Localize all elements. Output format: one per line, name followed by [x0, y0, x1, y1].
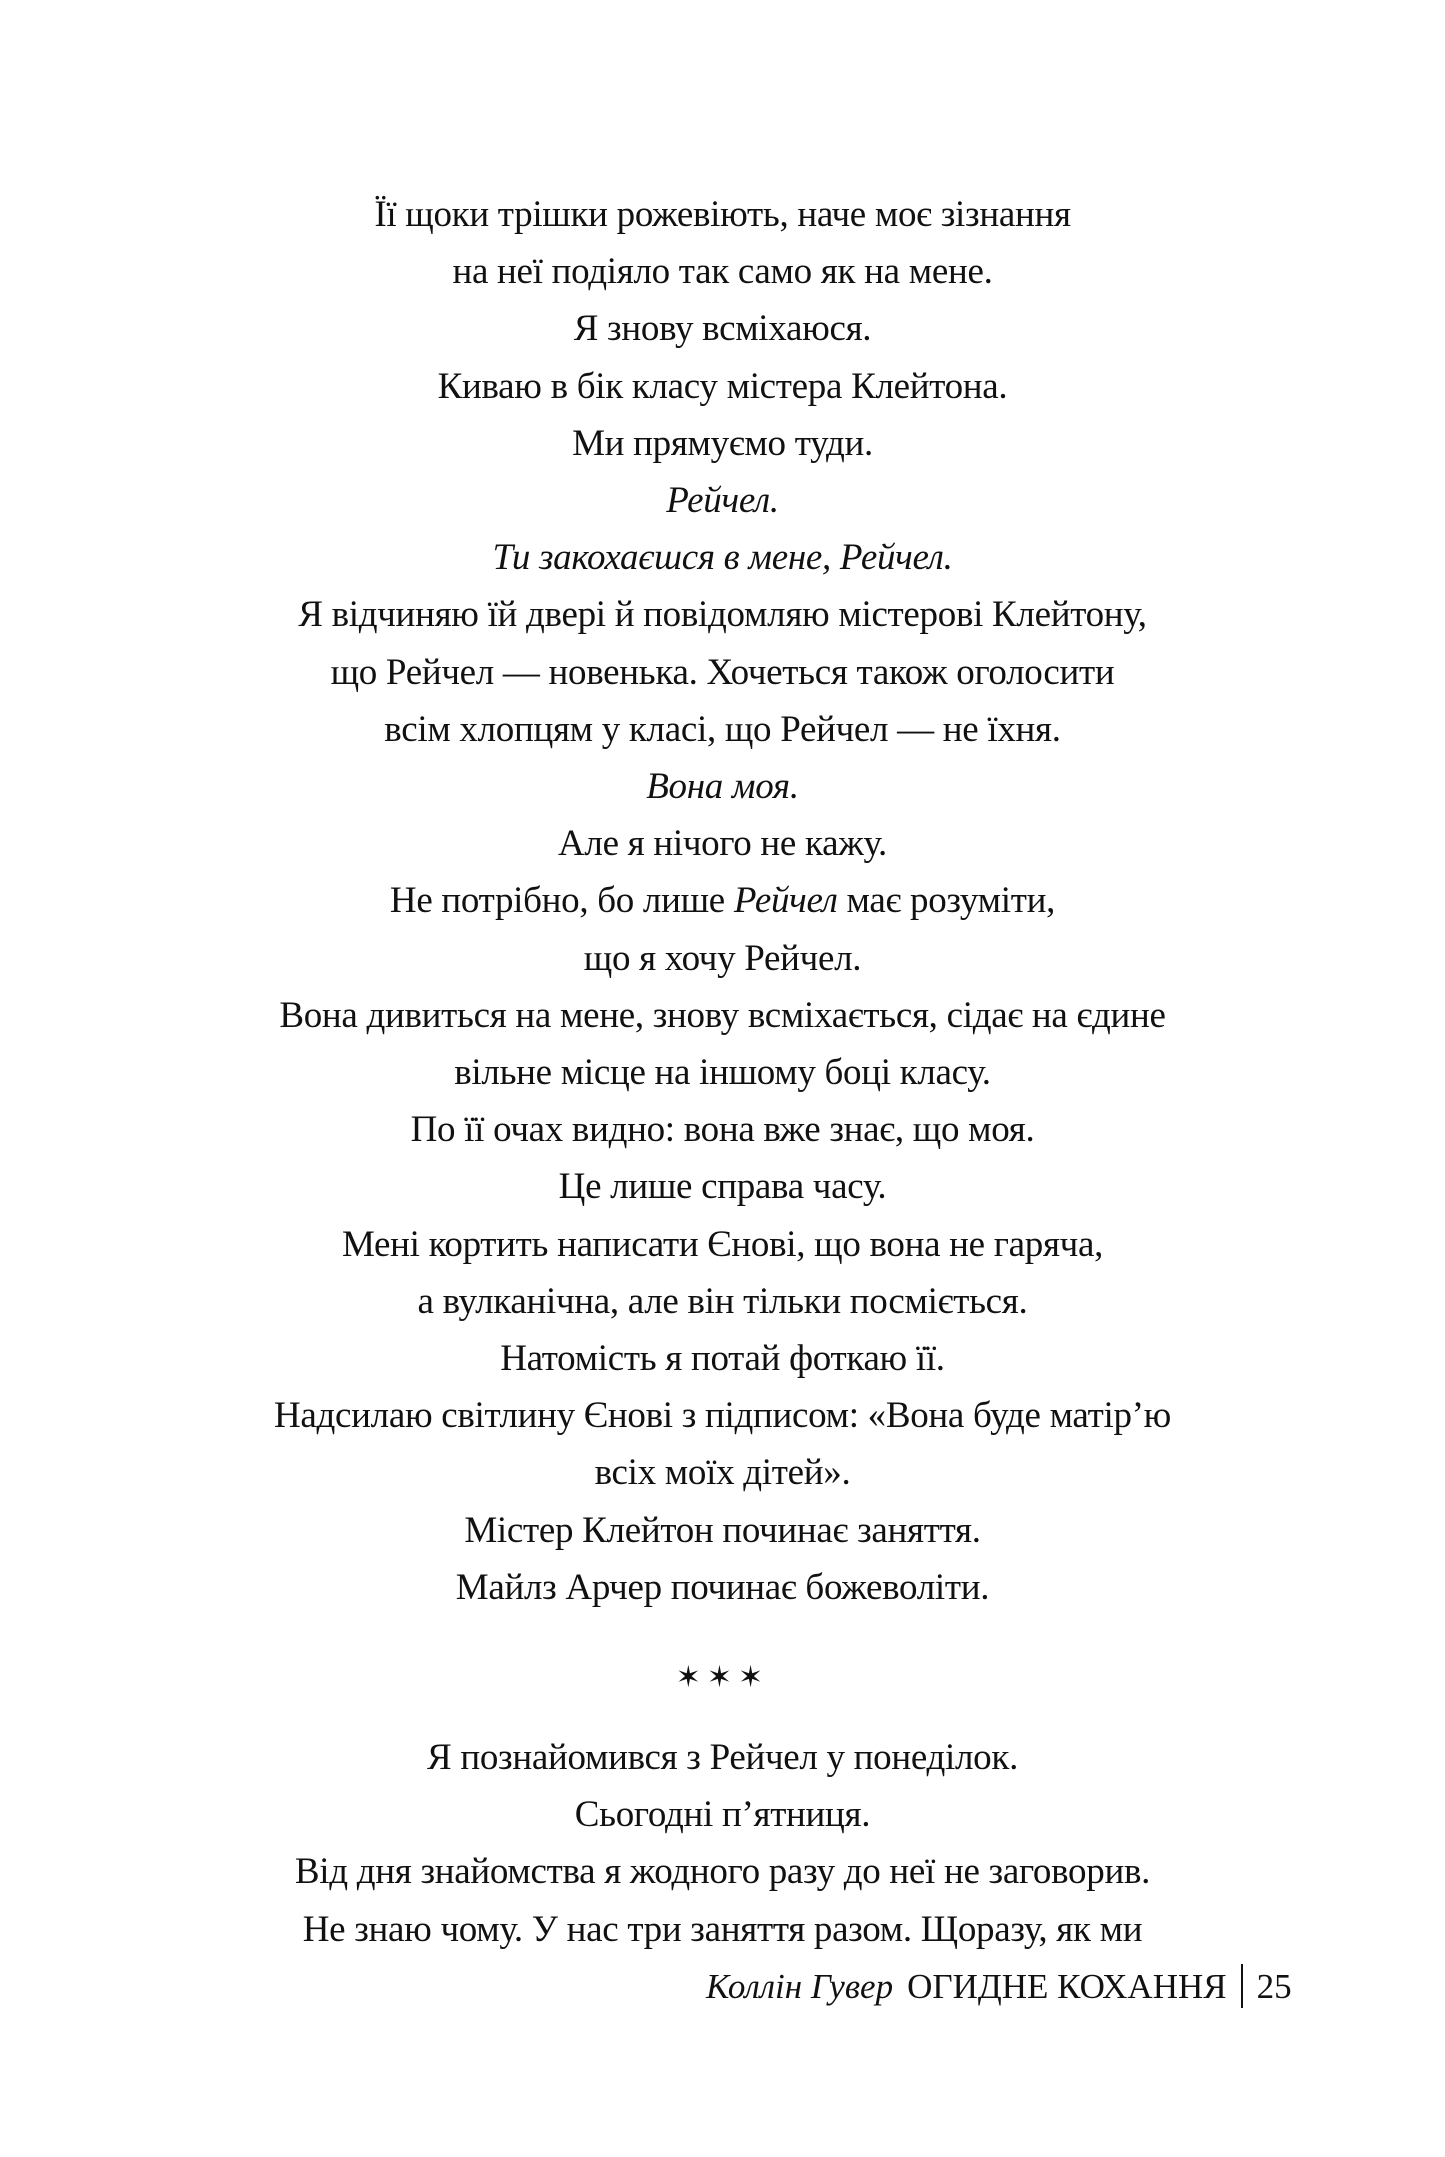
text-line: Але я нічого не кажу.	[558, 823, 887, 865]
text-line: Я відчиняю їй двері й повідомляю містерові Клейтону,	[298, 594, 1147, 636]
body-text-section-2	[0, 1729, 1445, 1958]
running-footer	[706, 1964, 1292, 2008]
text-line: на неї подіяло так само як на мене.	[452, 251, 993, 293]
text-line: Містер Клейтон починає заняття.	[464, 1509, 981, 1551]
text-line: а вулканічна, але він тільки посміється.	[417, 1280, 1028, 1322]
footer-author: Коллін Гувер	[706, 1967, 894, 2006]
page-number: 25	[1256, 1967, 1292, 2006]
text-line: Не потрібно, бо лише Рейчел має розуміти,	[389, 880, 1056, 922]
text-line: Натомість я потай фоткаю її.	[500, 1338, 945, 1380]
footer-book-title: ОГИДНЕ КОХАННЯ	[907, 1967, 1227, 2006]
text-line: Надсилаю світлину Єнові з підписом: «Вона буде матір’ю	[273, 1395, 1172, 1437]
text-line: що Рейчел — новенька. Хочеться також оголосити	[330, 651, 1115, 693]
text-line: Це лише справа часу.	[558, 1166, 887, 1208]
text-line: Від дня знайомства я жодного разу до неї не заговорив.	[294, 1851, 1151, 1893]
text-line: Майлз Арчер починає божеволіти.	[455, 1566, 990, 1608]
footer-divider	[1241, 1964, 1243, 2008]
text-line: Киваю в бік класу містера Клейтона.	[437, 365, 1008, 407]
text-line: Її щоки трішки рожевіють, наче моє зізнання	[374, 194, 1071, 235]
text-line: По її очах видно: вона вже знає, що моя.	[410, 1109, 1035, 1151]
text-line: вільне місце на іншому боці класу.	[454, 1052, 991, 1094]
text-line: Ми прямуємо туди.	[572, 422, 873, 464]
text-line: всіх моїх дітей».	[594, 1452, 851, 1494]
text-line: Вона дивиться на мене, знову всміхається, сідає на єдине	[279, 994, 1166, 1036]
text-line: Рейчел.	[666, 480, 779, 522]
text-line: Не знаю чому. У нас три заняття разом. Щоразу, як ми	[302, 1908, 1143, 1950]
text-line: всім хлопцям у класі, що Рейчел — не їхня.	[384, 708, 1061, 750]
text-line: Вона моя.	[646, 766, 799, 808]
text-line: Я знову всміхаюся.	[573, 308, 872, 350]
text-line: Ти закохаєшся в мене, Рейчел.	[492, 537, 953, 579]
text-line: Сьогодні п’ятниця.	[574, 1794, 871, 1836]
text-line: Мені кортить написати Єнові, що вона не гаряча,	[341, 1223, 1104, 1265]
body-text-section-1	[0, 186, 1445, 1616]
text-line: Я познайомився з Рейчел у понеділок.	[426, 1737, 1019, 1778]
section-separator: ✶✶✶	[675, 1661, 770, 1694]
text-line: що я хочу Рейчел.	[583, 937, 862, 979]
